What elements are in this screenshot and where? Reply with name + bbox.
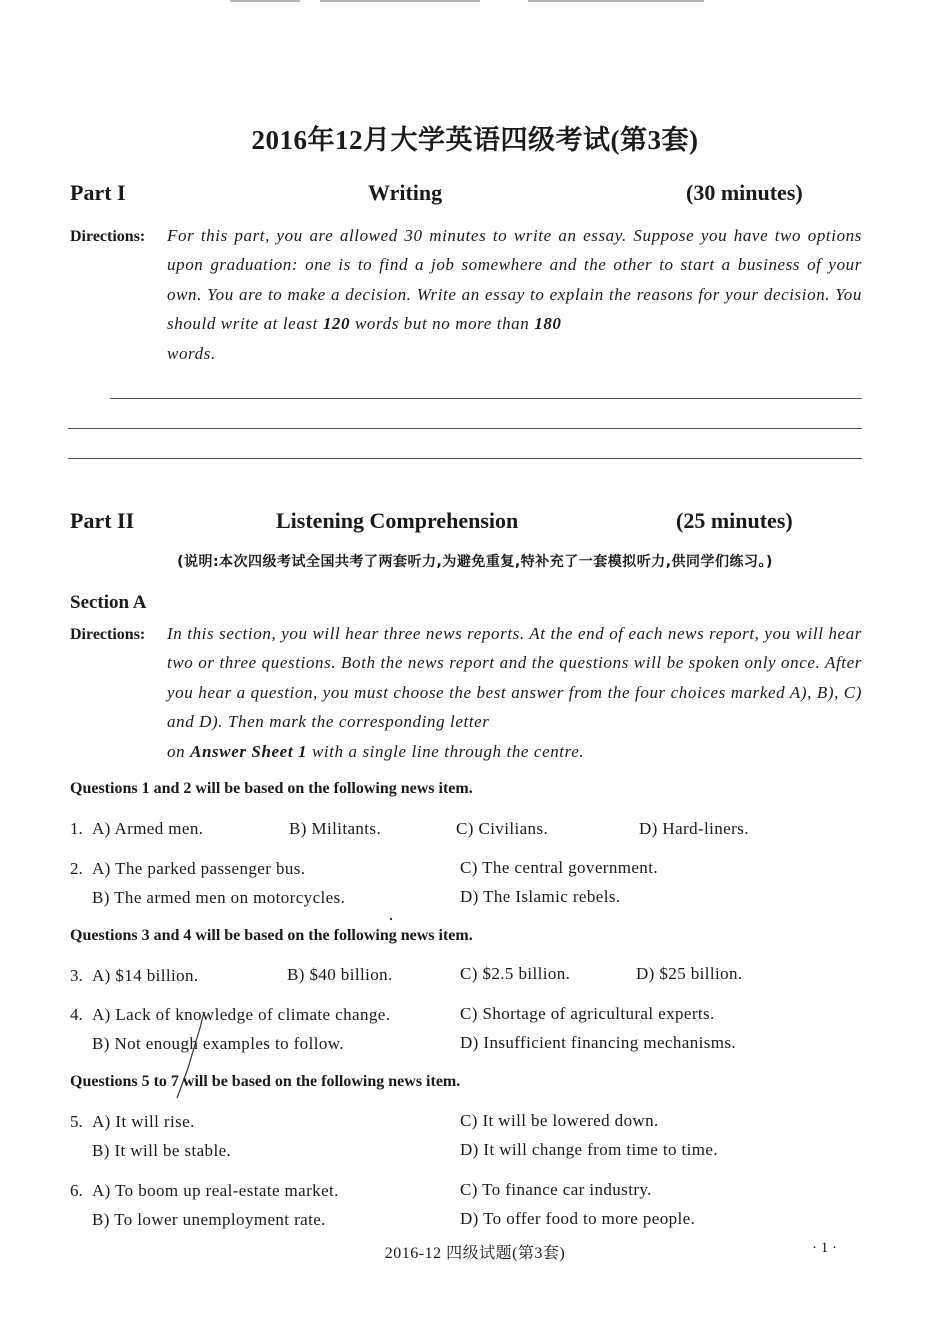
question-group-heading: Questions 3 and 4 will be based on the following news item. (70, 927, 473, 944)
scan-mark (230, 0, 300, 2)
question-number: 1. (70, 819, 83, 838)
option-b: B) Not enough examples to follow. (92, 1034, 344, 1053)
directions-line: For this part, you are allowed 30 minutes to write an essay. Suppose you have two (167, 226, 802, 245)
part1-title: Writing (368, 180, 443, 205)
directions-line: you will hear two or three questions. Both the news report and the questions will be (167, 624, 863, 673)
pen-dot-mark (388, 916, 394, 922)
option-a: A) To boom up real-estate market. (92, 1181, 339, 1200)
directions-line: business of your own. You are to make a decision. Write an essay to explain the (167, 255, 862, 304)
directions-line: words but no more than (350, 314, 535, 334)
directions-line: options upon graduation: one is to find a job somewhere and the other to start a (167, 226, 862, 275)
option-d: D) The Islamic rebels. (460, 887, 621, 906)
listening-note: (说明:本次四级考试全国共考了两套听力,为避免重复,特补充了一套模拟听力,供同学们练习。) (177, 554, 773, 570)
scan-mark (528, 0, 704, 2)
page-footer: 2016-12 四级试题(第3套) (384, 1245, 566, 1262)
question-group-heading: Questions 1 and 2 will be based on the following news item. (70, 780, 473, 797)
pen-stroke-mark (170, 1010, 210, 1100)
option-d: D) $25 billion. (636, 964, 743, 983)
question-number: 5. (70, 1112, 83, 1131)
directions-line: reasons for your decision. You should write at least (167, 284, 862, 334)
answer-line (110, 398, 862, 399)
question-number: 6. (70, 1181, 83, 1200)
option-d: D) It will change from time to time. (460, 1140, 719, 1159)
section-heading: Section A (70, 592, 147, 613)
part2-header (70, 508, 870, 538)
option-b: B) Militants. (289, 819, 382, 838)
option-a: A) The parked passenger bus. (92, 859, 306, 878)
option-c: C) Shortage of agricultural experts. (460, 1004, 715, 1023)
part1-label: Part I (70, 180, 126, 205)
option-b: B) It will be stable. (92, 1141, 232, 1160)
max-words: 180 (534, 314, 562, 334)
answer-line (68, 428, 862, 429)
option-c: C) Civilians. (456, 819, 549, 838)
scan-mark (320, 0, 480, 2)
part2-directions-label: Directions: (70, 626, 146, 643)
option-c: C) It will be lowered down. (460, 1111, 659, 1130)
directions-line: words. (167, 343, 216, 363)
directions-line: the four choices marked A), B), C) and D). Then mark the corresponding letter (167, 682, 863, 732)
question-group-heading: Questions 5 to 7 will be based on the following news item. (70, 1073, 461, 1090)
part2-directions (167, 619, 862, 766)
option-d: D) Insufficient financing mechanisms. (460, 1033, 737, 1052)
directions-line: spoken only once. After you hear a question, you must choose the best answer from (167, 653, 862, 702)
page-number: · 1 · (812, 1240, 837, 1256)
directions-line: on (167, 741, 191, 761)
part1-directions (167, 221, 862, 368)
exam-title: 2016年12月大学英语四级考试(第3套) (251, 125, 699, 155)
part2-title: Listening Comprehension (276, 508, 519, 533)
option-c: C) To finance car industry. (460, 1180, 652, 1199)
min-words: 120 (322, 314, 351, 334)
directions-line: with a single line through the centre. (307, 741, 585, 761)
option-d: D) Hard-liners. (639, 819, 749, 838)
option-d: D) To offer food to more people. (460, 1209, 696, 1228)
option-b: B) $40 billion. (287, 965, 393, 984)
answer-sheet-label: Answer Sheet 1 (190, 741, 308, 761)
part1-time: (30 minutes) (686, 180, 803, 205)
question-number: 3. (70, 966, 83, 985)
option-b: B) The armed men on motorcycles. (92, 888, 346, 907)
part2-label: Part II (70, 508, 135, 533)
answer-line (68, 458, 862, 459)
option-a: A) Armed men. (92, 819, 204, 838)
option-a: A) It will rise. (92, 1112, 195, 1131)
option-c: C) The central government. (460, 858, 658, 877)
part2-time: (25 minutes) (676, 508, 793, 533)
part1-header (70, 180, 870, 210)
option-a: A) Lack of knowledge of climate change. (92, 1005, 391, 1024)
directions-line: In this section, you will hear three news reports. At the end of each news report, (167, 624, 760, 643)
part1-directions-label: Directions: (70, 228, 146, 245)
option-a: A) $14 billion. (92, 966, 199, 985)
option-c: C) $2.5 billion. (460, 964, 571, 983)
option-b: B) To lower unemployment rate. (92, 1210, 326, 1229)
question-number: 4. (70, 1005, 83, 1024)
question-number: 2. (70, 859, 83, 878)
